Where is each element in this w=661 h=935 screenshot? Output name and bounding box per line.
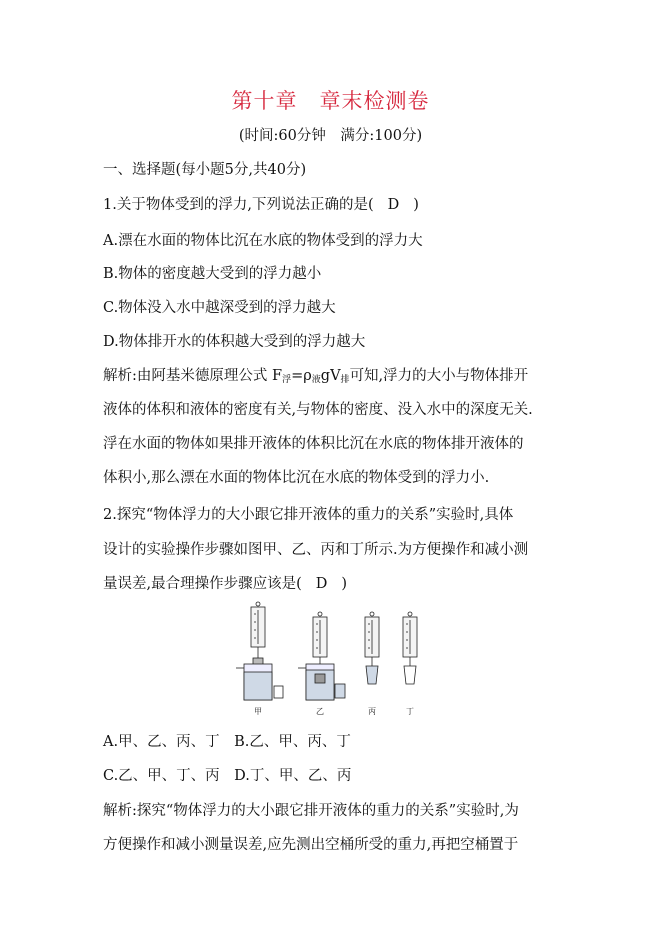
formula-gv: gV — [320, 368, 341, 384]
formula-prefix: 解析:由阿基米德原理公式 F — [103, 368, 283, 384]
question-2-answer: D — [315, 576, 328, 592]
figure-label-ding: 丁 — [406, 707, 414, 716]
question-1-text: 1.关于物体受到的浮力,下列说法正确的是( — [103, 197, 374, 213]
question-1-explanation-line-4: 体积小,那么漂在水面的物体比沉在水底的物体受到的浮力小. — [103, 470, 490, 486]
question-1-option-c: C.物体没入水中越深受到的浮力越大 — [103, 300, 336, 316]
question-2-stem-line-3 — [103, 572, 347, 593]
formula-sub-liquid: 液 — [311, 375, 321, 385]
question-2-explanation-line-1: 解析:探究“物体浮力的大小跟它排开液体的重力的关系”实验时,为 — [103, 803, 519, 819]
question-1-answer: D — [387, 197, 400, 213]
scale-jia — [236, 602, 283, 700]
section-heading: 一、选择题(每小题5分,共40分) — [103, 162, 307, 178]
formula-sub-displaced: 排 — [340, 375, 350, 385]
question-2-explanation-line-2: 方便操作和减小测量误差,应先测出空桶所受的重力,再把空桶置于 — [103, 837, 519, 853]
question-1-option-b: B.物体的密度越大受到的浮力越小 — [103, 266, 322, 282]
figure-label-jia: 甲 — [254, 707, 262, 716]
question-2-options-row-2: C.乙、甲、丁、丙 D.丁、甲、乙、丙 — [103, 768, 352, 784]
figure-label-bing: 丙 — [368, 707, 376, 716]
exam-info: (时间:60分钟 满分:100分) — [238, 128, 423, 144]
figure-label-yi: 乙 — [316, 707, 324, 716]
question-2-text: 量误差,最合理操作步骤应该是( — [103, 576, 302, 592]
experiment-figure — [232, 600, 432, 718]
question-2-close: ) — [341, 576, 348, 592]
question-1-option-a: A.漂在水面的物体比沉在水底的物体受到的浮力大 — [103, 233, 423, 249]
question-2-stem-line-2: 设计的实验操作步骤如图甲、乙、丙和丁所示.为方便操作和减小测 — [103, 542, 529, 558]
formula-suffix: 可知,浮力的大小与物体排开 — [349, 368, 529, 384]
question-1-explanation-line-2: 液体的体积和液体的密度有关,与物体的密度、没入水中的深度无关. — [103, 402, 533, 418]
question-2-stem-line-1: 2.探究“物体浮力的大小跟它排开液体的重力的关系”实验时,具体 — [103, 507, 514, 523]
question-1-close: ) — [413, 197, 419, 213]
formula-sub-float: 浮 — [282, 375, 292, 385]
question-1-option-d: D.物体排开水的体积越大受到的浮力越大 — [103, 334, 366, 350]
scale-ding — [403, 612, 417, 684]
page-title: 第十章 章末检测卷 — [231, 89, 430, 113]
question-1-explanation-line-1 — [103, 364, 528, 385]
scale-bing — [365, 612, 379, 684]
formula-rho: =ρ — [291, 368, 312, 384]
question-1-explanation-line-3: 浮在水面的物体如果排开液体的体积比沉在水底的物体排开液体的 — [103, 436, 524, 452]
scale-yi — [298, 612, 345, 700]
question-1-stem — [103, 193, 419, 214]
question-2-options-row-1: A.甲、乙、丙、丁 B.乙、甲、丙、丁 — [103, 734, 351, 750]
